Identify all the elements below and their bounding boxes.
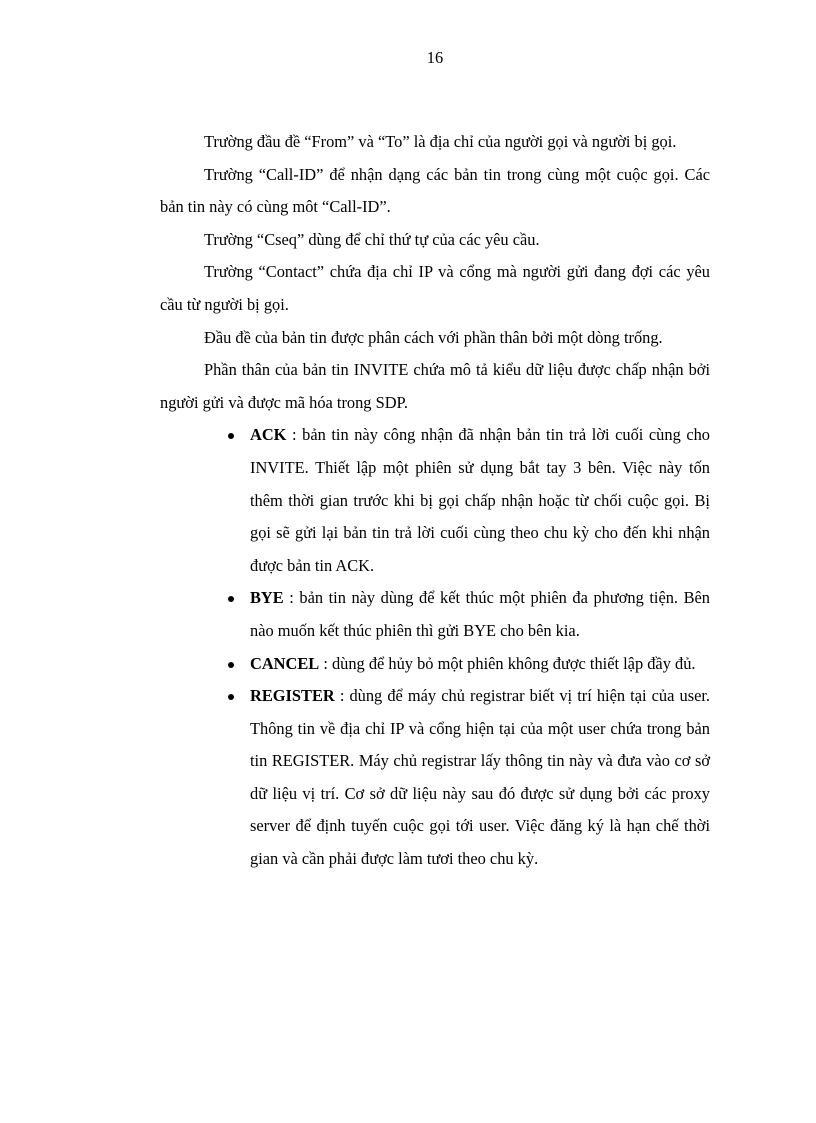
paragraph-cseq: Trường “Cseq” dùng để chỉ thứ tự của các yêu cầu. — [204, 229, 540, 249]
method-term: REGISTER — [250, 686, 335, 706]
method-term: ACK — [250, 425, 287, 445]
method-description: : bản tin này công nhận đã nhận bản tin trả lời cuối cùng cho INVITE. Thiết lập một phiên sử dụng bắt tay 3 bên. Việc này tốn thêm thời gian trước khi bị gọi chấp nhận hoặc từ chối cuộc gọi. Bị gọi sẽ gửi lại bản tin trả lời cuối cùng theo chu kỳ cho đến khi nhận được bản tin ACK. — [250, 425, 710, 575]
bullet-icon — [228, 662, 234, 668]
sip-method-list — [160, 419, 710, 875]
bullet-icon — [228, 433, 234, 439]
paragraph-contact: Trường “Contact” chứa địa chỉ IP và cổng mà người gửi đang đợi các yêu cầu từ người bị gọi. — [160, 262, 710, 314]
page-body — [160, 126, 710, 876]
method-description: : dùng để máy chủ registrar biết vị trí hiện tại của user. Thông tin về địa chỉ IP và cổng hiện tại của một user chứa trong bản tin REGISTER. Máy chủ registrar lấy thông tin này và đưa vào cơ sở dữ liệu vị trí. Cơ sở dữ liệu này sau đó được sử dụng bởi các proxy server để định tuyến cuộc gọi tới user. Việc đăng ký là hạn chế thời gian và cần phải được làm tươi theo chu kỳ. — [250, 686, 710, 869]
bullet-icon — [228, 596, 234, 602]
bullet-icon — [228, 694, 234, 700]
paragraph-call-id: Trường “Call-ID” để nhận dạng các bản tin trong cùng một cuộc gọi. Các bản tin này có cùng môt “Call-ID”. — [160, 164, 710, 217]
list-item-register — [250, 680, 710, 876]
list-item-cancel — [250, 648, 710, 681]
paragraph-header-body-separator: Đầu đề của bản tin được phân cách với phần thân bởi một dòng trống. — [204, 327, 663, 347]
method-term: BYE — [250, 588, 284, 608]
paragraph-from-to: Trường đầu đề “From” và “To” là địa chỉ của người gọi và người bị gọi. — [204, 132, 677, 151]
method-description: : dùng để hủy bỏ một phiên không được thiết lập đầy đủ. — [319, 653, 696, 673]
list-item-ack — [250, 419, 710, 582]
method-term: CANCEL — [250, 653, 320, 673]
page-number: 16 — [426, 48, 444, 67]
method-description: : bản tin này dùng để kết thúc một phiên đa phương tiện. Bên nào muốn kết thúc phiên thì gửi BYE cho bên kia. — [250, 588, 710, 640]
paragraph-invite-body: Phần thân của bản tin INVITE chứa mô tả kiểu dữ liệu được chấp nhận bởi người gửi và được mã hóa trong SDP. — [160, 360, 710, 412]
list-item-bye — [250, 582, 710, 647]
